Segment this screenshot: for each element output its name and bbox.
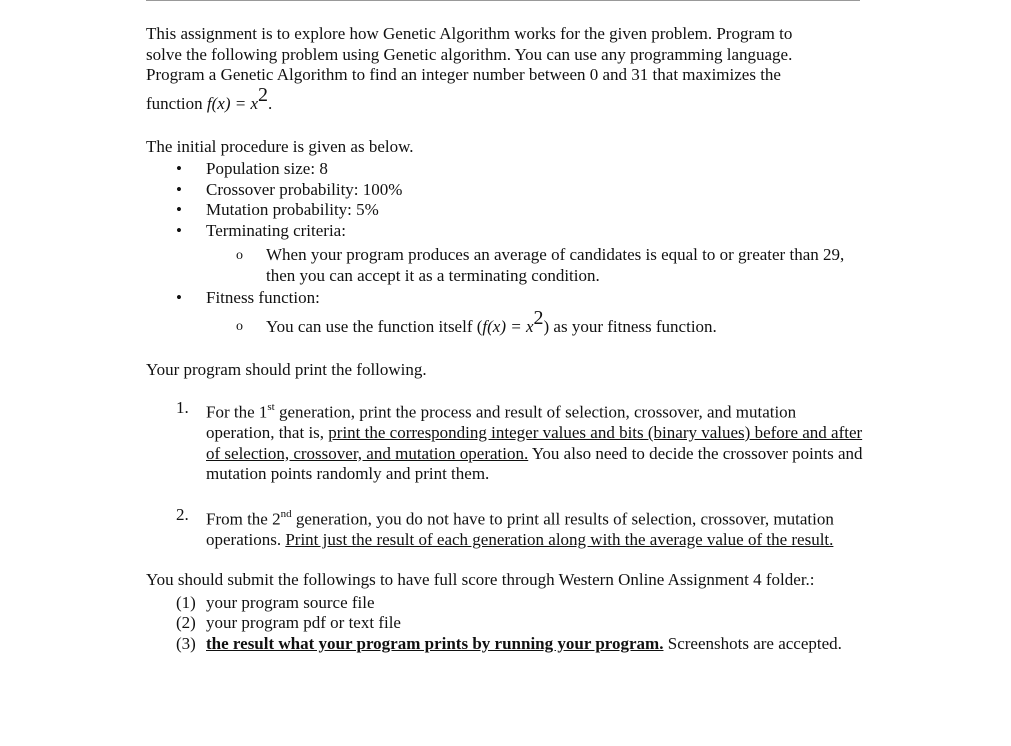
- list-number: (1): [176, 592, 196, 612]
- crossover-text: Crossover probability: 100%: [206, 179, 403, 199]
- item-1-post: You also need to decide the crossover points and mutation points randomly and print them.: [206, 443, 863, 484]
- intro-function-line: [146, 83, 866, 117]
- item-2-underlined: Print just the result of each generation along with the average value of the result.: [285, 529, 834, 549]
- function-exponent: 2: [258, 83, 269, 106]
- submission-section: [146, 570, 866, 654]
- fitness-sub-expression: f(x) = x: [482, 316, 534, 336]
- submission-heading: You should submit the followings to have full score through Western Online Assignment 4 folder.:: [146, 570, 815, 590]
- submission-item-1: [146, 593, 866, 614]
- submission-list: [146, 593, 866, 655]
- bullet-icon: •: [176, 220, 182, 240]
- population-text: Population size: 8: [206, 159, 328, 178]
- top-rule: [146, 0, 860, 1]
- circle-bullet-icon: o: [236, 318, 243, 334]
- intro-line-3: Program a Genetic Algorithm to find an integer number between 0 and 31 that maximizes the: [146, 65, 781, 84]
- output-heading: Your program should print the following.: [146, 359, 427, 379]
- intro-paragraph: [146, 24, 866, 117]
- procedure-heading: The initial procedure is given as below.: [146, 136, 414, 156]
- mutation-text: Mutation probability: 5%: [206, 200, 379, 219]
- fitness-sublist: [146, 306, 866, 340]
- list-number: (3): [176, 633, 196, 653]
- submission-item-3-post: Screenshots are accepted.: [663, 633, 842, 653]
- output-item-1: [146, 398, 866, 485]
- bullet-icon: •: [176, 288, 182, 307]
- function-word: function: [146, 93, 203, 113]
- item-1-text: generation, print the process and result of selection, crossover, and mutation operation, that is,: [206, 402, 797, 443]
- list-number: 2.: [176, 504, 189, 524]
- item-1-pre: For the 1: [206, 402, 268, 422]
- output-item-2: [146, 505, 866, 551]
- item-1-underlined: print the corresponding integer values and bits (binary values) before and after of selection, crossover, and mutation operation.: [206, 423, 863, 463]
- terminating-sub-item: [146, 245, 866, 286]
- procedure-item-mutation: [146, 200, 866, 221]
- function-expression: f(x) = x: [206, 93, 259, 113]
- fitness-sub-item: [146, 306, 866, 340]
- assignment-document: [146, 24, 866, 654]
- submission-item-1-text: your program source file: [206, 592, 375, 612]
- bullet-icon: •: [176, 159, 182, 178]
- bullet-icon: •: [176, 200, 182, 219]
- item-2-ordinal: nd: [280, 507, 292, 520]
- procedure-item-terminating: [146, 221, 866, 242]
- output-list: [146, 398, 866, 550]
- bullet-icon: •: [176, 179, 182, 199]
- list-number: 1.: [176, 398, 189, 417]
- fitness-sub-post: ) as your fitness function.: [543, 316, 717, 336]
- item-1-ordinal: st: [267, 401, 275, 413]
- intro-line-1: This assignment is to explore how Genetic Algorithm works for the given problem. Program to: [146, 24, 793, 43]
- terminating-sublist: [146, 245, 866, 286]
- submission-item-2-text: your program pdf or text file: [206, 613, 401, 633]
- circle-bullet-icon: o: [236, 248, 243, 263]
- procedure-item-crossover: [146, 180, 866, 201]
- output-section: [146, 360, 866, 551]
- procedure-list-cont: [146, 288, 866, 309]
- fitness-text: Fitness function:: [206, 288, 320, 307]
- submission-item-3: [146, 634, 866, 655]
- intro-line-2: solve the following problem using Genetic algorithm. You can use any programming language.: [146, 44, 793, 64]
- procedure-item-fitness: [146, 288, 866, 309]
- submission-item-2: [146, 613, 866, 634]
- item-2-text: generation, you do not have to print all results of selection, crossover, mutation operations.: [206, 509, 834, 549]
- terminating-sub-text: When your program produces an average of candidates is equal to or greater than 29, then you can accept it as a terminating condition.: [266, 245, 845, 285]
- item-2-pre: From the 2: [206, 509, 281, 529]
- function-period: .: [268, 93, 273, 113]
- procedure-section: [146, 137, 866, 340]
- list-number: (2): [176, 613, 196, 633]
- procedure-list: [146, 159, 866, 241]
- terminating-text: Terminating criteria:: [206, 220, 346, 240]
- procedure-item-population: [146, 159, 866, 180]
- fitness-sub-exponent: 2: [533, 306, 544, 329]
- submission-item-3-bold: the result what your program prints by running your program.: [206, 633, 664, 653]
- fitness-sub-pre: You can use the function itself (: [266, 316, 483, 336]
